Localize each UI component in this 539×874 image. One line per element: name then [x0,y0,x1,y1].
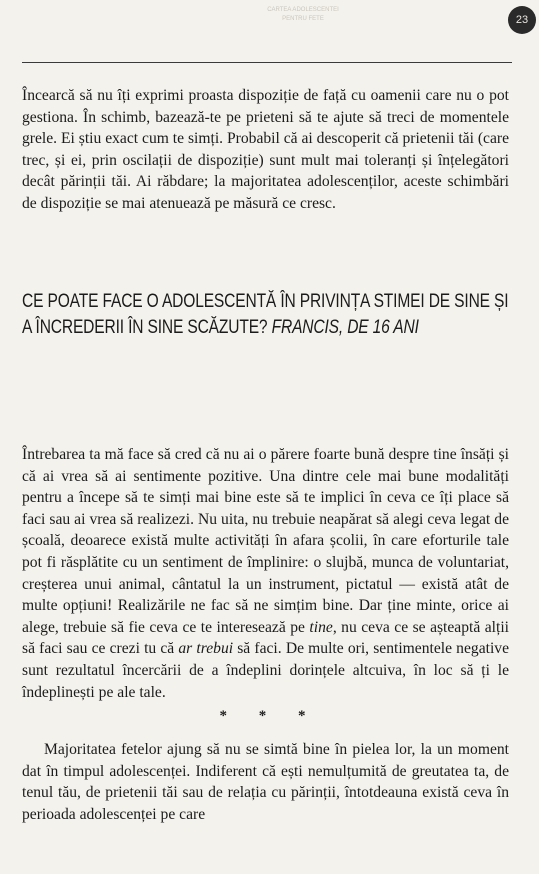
intro-paragraph: Încearcă să nu îți exprimi proasta dispoziție de față cu oamenii care nu o pot gestiona. În schimb, bazează-te pe prieteni să te ajute să treci de momentele grele. Ei știu exact cum te simți. Probabil că ai descoperit că prietenii tăi (care trec, și ei, prin oscilații de dispoziție) sunt mult mai toleranți și înțelegători decât părinții tăi. Ai răbdare; la majoritatea adolescenților, aceste schimbări de dispoziție se mai atenuează pe măsură ce cresc. [22,87,509,212]
answer-text-2: , nu ceva ce se așteaptă alții să faci sau ce crezi tu că [22,618,510,658]
page-number: 23 [515,14,529,26]
answer-text-3: să faci. De multe ori, sentimentele negative sunt rezultatul încercării de a îndeplini dorințele altcuiva, în loc să ți le îndeplinești pe ale tale. [22,640,509,701]
page-number-badge [508,6,536,34]
header-rule [22,62,512,63]
section-divider: * * * [219,708,320,724]
section-question: CE POATE FACE O ADOLESCENTĂ ÎN PRIVINȚA STIMEI DE SINE ȘI A ÎNCREDERII ÎN SINE SCĂZUTE? [22,291,509,338]
section-byline: FRANCIS, DE 16 ANI [271,317,419,338]
running-head-line2: PENTRU FETE [282,16,324,22]
closing-paragraph: Majoritatea fetelor ajung să nu se simtă bine în pielea lor, la un moment dat în timpul adolescenței. Indiferent că ești nemulțumită de greutatea ta, de tenul tău, de prietenii tăi sau de relația cu părinții, întotdeauna există ceva în perioada adolescenței pe care [22,741,509,823]
answer-emphasis-2: ar trebui [178,640,234,658]
answer-paragraph [22,444,509,703]
answer-text-1: Întrebarea ta mă face să cred că nu ai o părere foarte bună despre tine însăți și că ai vrea să ai sentimente pozitive. Una dintre cele mai bune modalități pentru a începe să te simți mai bine este să te implici în ceva ce îți place să faci sau ai vrea să realizezi. Nu uita, nu trebuie neapărat să alegi ceva legat de școală, deoarece există multe activități în afara școlii, în care eforturile tale pot fi răsplătite cu un sentiment de împlinire: o slujbă, munca de voluntariat, creșterea unui animal, cântatul la un instrument, pictatul — există atât de multe opțiuni! Realizările ne fac să ne simțim bine. Dar ține minte, orice ai alege, trebuie să fie ceva ce te interesează pe [22,446,509,636]
section-heading [22,289,514,341]
running-head-line1: CARTEA ADOLESCENTEI [267,7,339,13]
running-head [248,6,358,24]
answer-emphasis-1: tine [309,618,333,636]
